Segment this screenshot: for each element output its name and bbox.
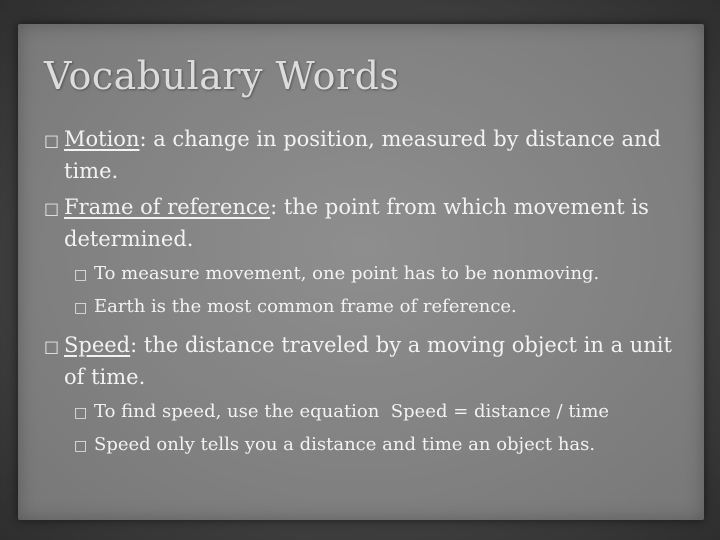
square-bullet-icon: □ [74,300,88,316]
sub-bullet-text: To find speed, use the equation Speed = distance / time [94,401,610,422]
definition-speed: : the distance traveled by a moving object in a unit of time. [64,333,672,389]
term-motion: Motion [64,127,140,151]
square-bullet-icon: □ [44,337,60,356]
square-bullet-icon: □ [74,267,88,283]
term-frame-of-reference: Frame of reference [64,195,271,219]
slide-body [44,124,684,464]
term-speed: Speed [64,333,131,357]
square-bullet-icon: □ [44,131,60,150]
bullet-item-motion [44,124,684,186]
sub-bullet-text: To measure movement, one point has to be nonmoving. [94,263,600,284]
sub-bullet-item [44,260,684,289]
square-bullet-icon: □ [74,438,88,454]
bullet-item-speed [44,330,684,392]
sub-bullet-text: Speed only tells you a distance and time an object has. [94,434,596,455]
sub-bullet-item [44,431,684,460]
sub-bullet-text: Earth is the most common frame of reference. [94,296,517,317]
square-bullet-icon: □ [74,405,88,421]
sub-bullet-item [44,293,684,322]
sub-bullet-item [44,398,684,427]
square-bullet-icon: □ [44,199,60,218]
bullet-item-frame-of-reference [44,192,684,254]
definition-motion: : a change in position, measured by distance and time. [64,127,661,183]
definition-frame-of-reference: : the point from which movement is determined. [64,195,649,251]
slide-title: Vocabulary Words [44,54,400,98]
